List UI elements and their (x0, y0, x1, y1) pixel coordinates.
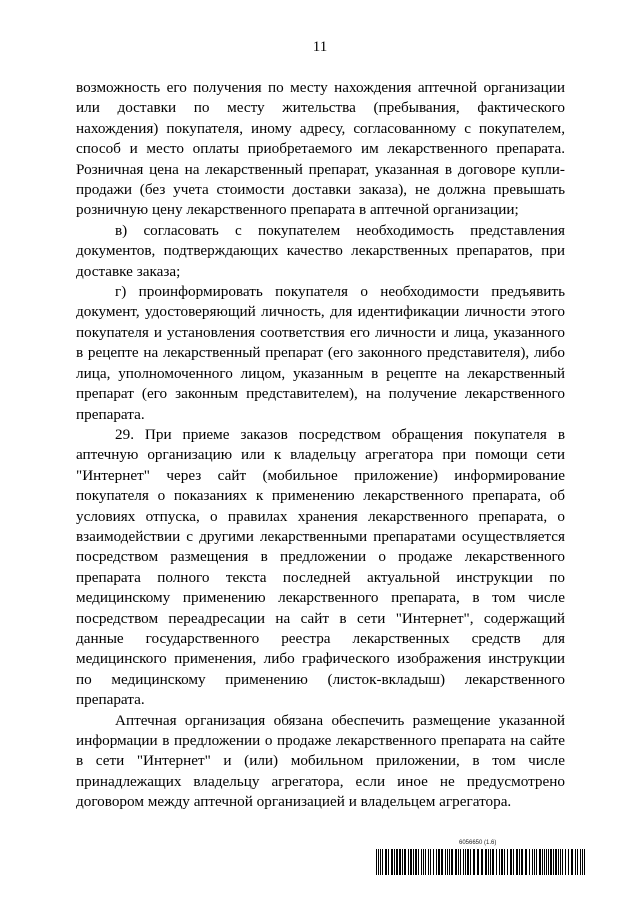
page-number: 11 (312, 39, 328, 55)
paragraph: Аптечная организация обязана обеспечить размещение указанной информации в предложении о продаже лекарственного препарата на сайте в сети "Интернет" и (или) мобильном приложении, в том числе принадлежащих владельцу агрегатора, если иное не предусмотрено договором между аптечной организацией и владельцем агрегатора. (76, 711, 565, 811)
paragraph: г) проинформировать покупателя о необходимости предъявить документ, удостоверяющий личность, для идентификации личности этого покупателя и установления соответствия его личности и лица, указанного в рецепте на лекарственный препарат (его законного представителя), либо лица, уполномоченного лицом, указанным в рецепте на лекарственный препарат (его законным представителем), на получение лекарственного препарата. (76, 283, 565, 423)
body-text (76, 78, 565, 813)
paragraph: возможность его получения по месту нахождения аптечной организации или доставки по месту жительства (пребывания, фактического нахождения) покупателя, иному адресу, согласованному с покупателем, способ и место оплаты приобретаемого им лекарственного препарата. Розничная цена на лекарственный препарат, указанная в договоре купли-продажи (без учета стоимости доставки заказа), не должна превышать розничную цену лекарственного препарата в аптечной организации; (76, 79, 565, 219)
paragraph: в) согласовать с покупателем необходимость представления документов, подтверждающих качество лекарственных препаратов, при доставке заказа; (76, 221, 565, 280)
document-code: 6056650 (1.6) (459, 840, 497, 846)
barcode-icon (376, 849, 588, 875)
paragraph: 29. При приеме заказов посредством обращения покупателя в аптечную организацию или к владельцу агрегатора при помощи сети "Интернет" через сайт (мобильное приложение) информирование покупателя о показаниях к применению лекарственного препарата, об условиях отпуска, о правилах хранения лекарственного препарата, о взаимодействии с другими лекарственными препаратами осуществляется посредством размещения в предложении о продаже лекарственного препарата полного текста последней актуальной инструкции по медицинскому применению лекарственного препарата, в том числе посредством переадресации на сайт в сети "Интернет", содержащий данные государственного реестра лекарственных средств для медицинского применения, либо графического изображения инструкции по медицинскому применению (листок-вкладыш) лекарственного препарата. (76, 425, 565, 709)
